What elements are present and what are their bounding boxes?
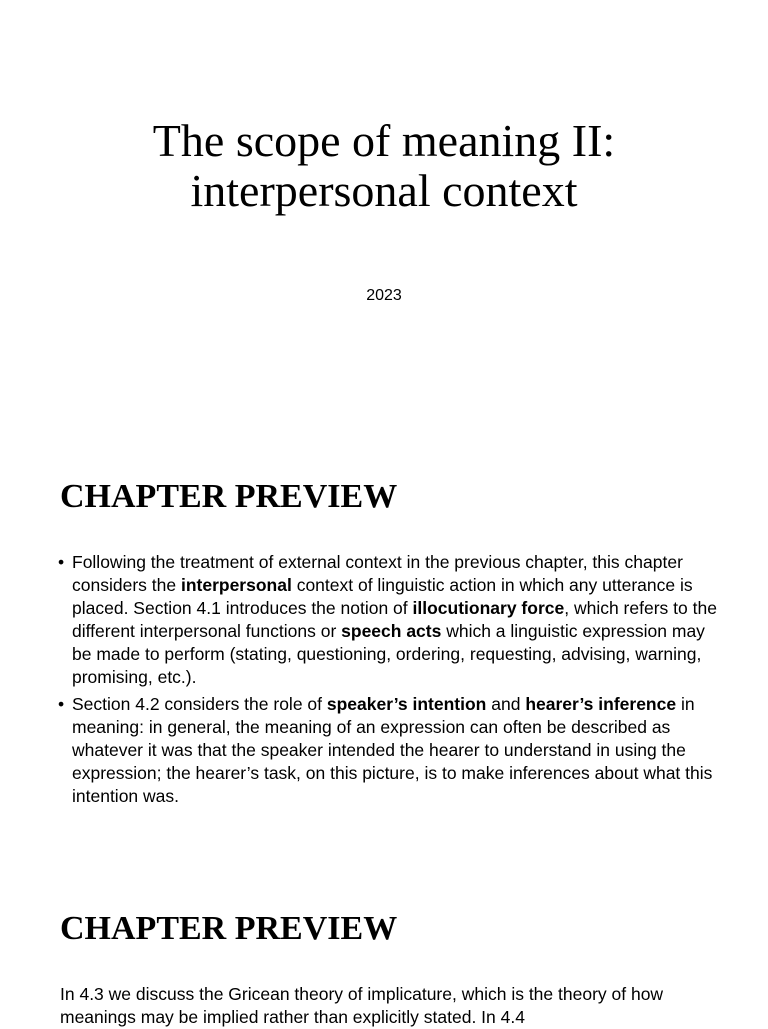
bullet-text: Following the treatment of external context in the previous chapter, this chapter considers the (72, 552, 683, 595)
bullet-item-1 (58, 551, 718, 689)
slide-heading: CHAPTER PREVIEW (60, 478, 398, 515)
bullet-text: and (486, 694, 526, 714)
bold-term: speech acts (341, 621, 442, 641)
bullet-text: Section 4.2 considers the role of (72, 694, 327, 714)
presentation-subtitle: 2023 (366, 287, 402, 304)
bold-term: speaker’s intention (326, 694, 487, 714)
chapter-preview-slide-1 (0, 440, 768, 872)
paragraph-text: In 4.3 we discuss the Gricean theory of implicature, which is the theory of how meanings may be implied rather than explicitly stated. In 4.4 (60, 984, 664, 1027)
bullet-text: context of linguistic action in which any utterance is placed. Section 4.1 introduces the notion of (72, 575, 693, 618)
title-line-2: interpersonal context (190, 165, 578, 216)
bullet-item-2 (58, 693, 718, 808)
bold-term: illocutionary force (412, 598, 565, 618)
title-slide (0, 0, 768, 440)
bullet-marker: • (58, 552, 65, 572)
bold-term: interpersonal (180, 575, 292, 595)
bullet-list (58, 551, 718, 812)
bullet-text: which a linguistic expression may be made to perform (stating, questioning, ordering, requesting, advising, warning, promising, etc.). (72, 621, 705, 687)
bold-term: hearer’s inference (525, 694, 677, 714)
bullet-text: in meaning: in general, the meaning of an expression can often be described as whatever it was that the speaker intended the hearer to understand in using the expression; the hearer’s task, on this picture, is to make inferences about what this intention was. (72, 694, 713, 806)
bullet-marker: • (58, 694, 65, 714)
presentation-title (0, 116, 768, 216)
chapter-preview-slide-2 (0, 872, 768, 1027)
slide-heading: CHAPTER PREVIEW (60, 910, 398, 947)
title-line-1: The scope of meaning II: (152, 115, 616, 166)
bullet-text: , which refers to the different interpersonal functions or (72, 598, 717, 641)
